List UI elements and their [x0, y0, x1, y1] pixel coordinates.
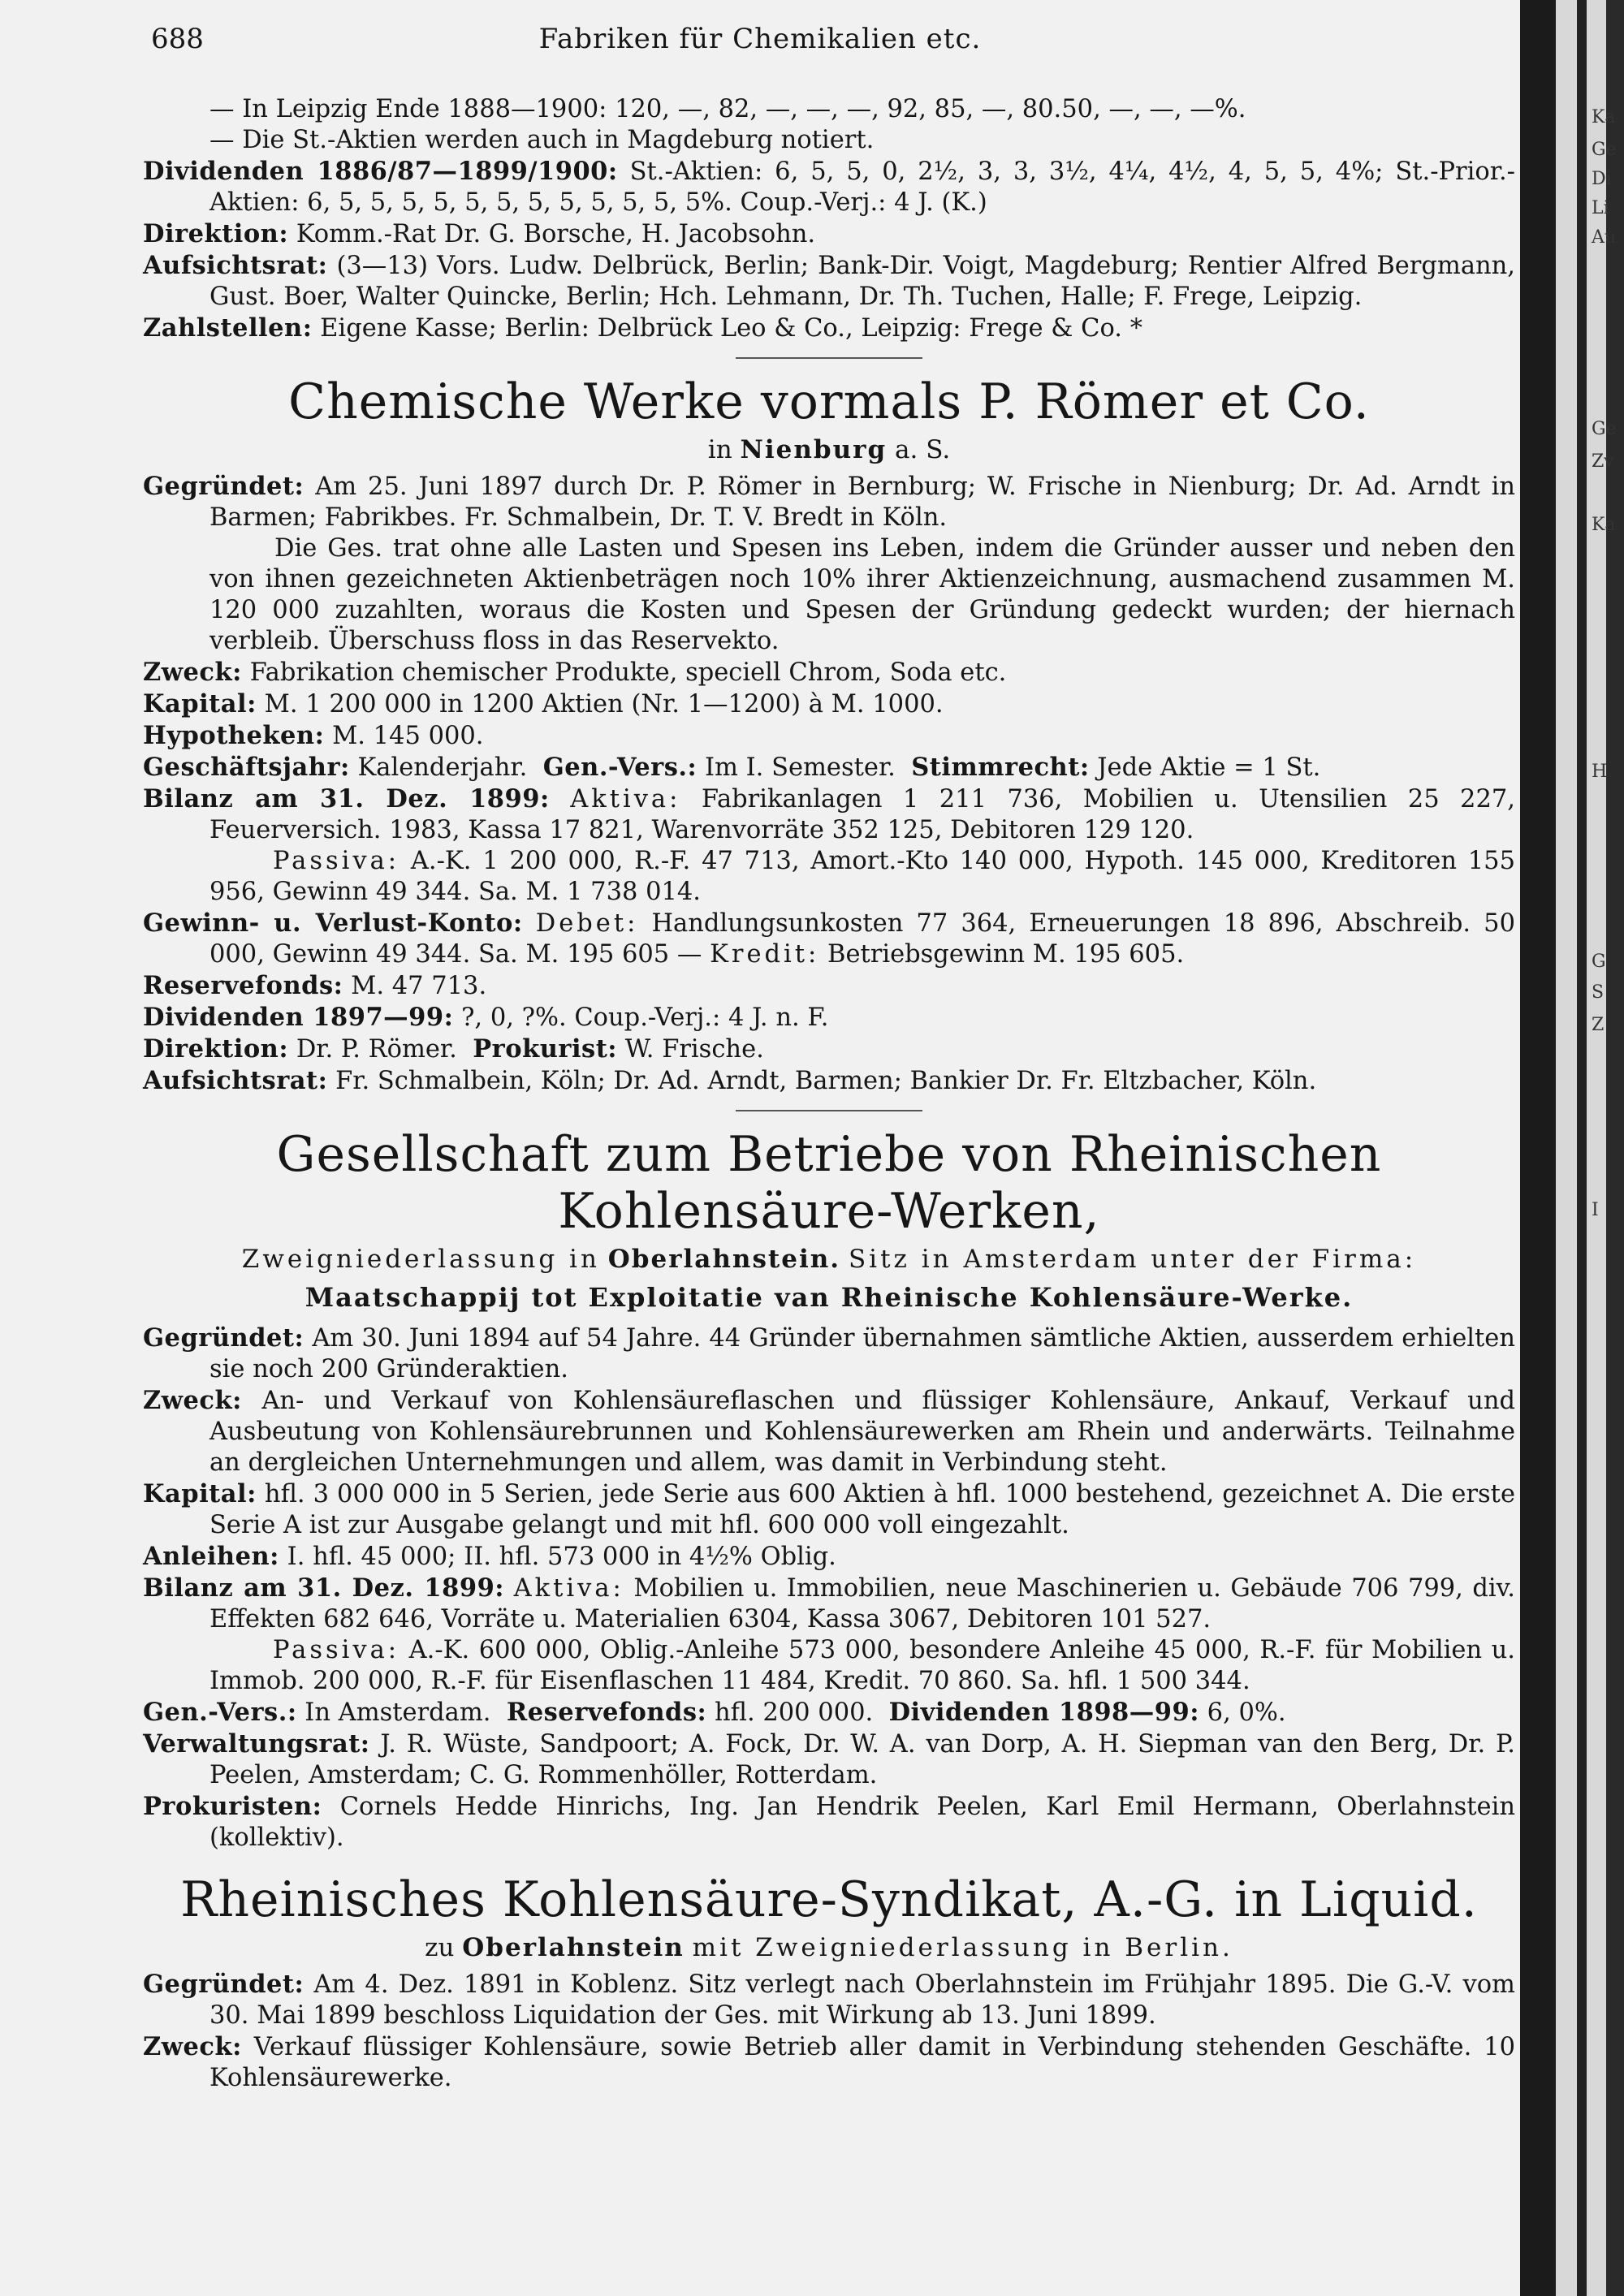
reservefonds-entry — [143, 970, 1515, 1002]
section-continuation — [143, 94, 1515, 344]
zweck-text: Fabrikation chemischer Produkte, speciell Chrom, Soda etc. — [249, 658, 1007, 687]
stimmrecht-text: Jede Aktie = 1 St. — [1097, 753, 1321, 782]
bilanz-label: Bilanz am 31. Dez. 1899: — [143, 784, 550, 814]
prokuristen-text: Cornels Hedde Hinrichs, Ing. Jan Hendrik Peelen, Karl Emil Hermann, Oberlahnstein (kollektiv). — [209, 1793, 1515, 1852]
gegruendet-text: Am 25. Juni 1897 durch Dr. P. Römer in Bernburg; W. Frische in Nienburg; Dr. Ad. Arndt in Barmen; Fabrikbes. Fr. Schmalbein, Dr. T. V. Bredt in Köln. — [209, 473, 1515, 532]
company-title-line2: Kohlensäure-Werken, — [558, 1183, 1100, 1240]
gegruendet-entry — [143, 1969, 1515, 2031]
separator-rule — [736, 1110, 922, 1111]
dividenden-label: Dividenden 1897—99: — [143, 1003, 454, 1032]
zweck-entry — [143, 2031, 1515, 2094]
location-suffix: a. S. — [895, 435, 951, 464]
company-location — [143, 1931, 1515, 1964]
running-title: Fabriken für Chemikalien etc. — [538, 23, 982, 55]
aktiva-label: Aktiva: — [570, 785, 681, 814]
margin-fragment: I — [1592, 1200, 1599, 1220]
reservefonds-label: Reservefonds: — [143, 971, 343, 1000]
genvers-label: Gen.-Vers.: — [143, 1698, 297, 1727]
verwaltungsrat-text: J. R. Wüste, Sandpoort; A. Fock, Dr. W. A. van Dorp, A. H. Siepman van den Berg, Dr. P. Peelen, Amsterdam; C. G. Rommenhöller, Rotterdam. — [209, 1730, 1516, 1789]
bilanz-label: Bilanz am 31. Dez. 1899: — [143, 1573, 505, 1603]
zweck-entry — [143, 1385, 1515, 1478]
kapital-text: M. 1 200 000 in 1200 Aktien (Nr. 1—1200) à M. 1000. — [264, 690, 944, 719]
gegruendet-label: Gegründet: — [143, 472, 304, 501]
geschaeftsjahr-label: Geschäftsjahr: — [143, 753, 350, 782]
gegruendet-label: Gegründet: — [143, 1323, 304, 1353]
aktiva-text: Fabrikanlagen 1 211 736, Mobilien u. Utensilien 25 227, Feuerversich. 1983, Kassa 17 821, Warenvorräte 352 125, Debitoren 129 120. — [209, 785, 1515, 844]
direktion-label: Direktion: — [143, 219, 289, 248]
direktion-text: Komm.-Rat Dr. G. Borsche, H. Jacobsohn. — [296, 220, 816, 248]
aufsichtsrat-entry — [143, 250, 1515, 313]
sub-city: Oberlahnstein — [462, 1933, 685, 1962]
anleihen-label: Anleihen: — [143, 1542, 279, 1571]
page-number: 688 — [151, 23, 204, 55]
zweck-text: An- und Verkauf von Kohlensäureflaschen und flüssiger Kohlensäure, Ankauf, Verkauf und Ausbeutung von Kohlensäurebrunnen und Kohlensäurewerken am Rhein und anderwärts. Teilnahme an dergleichen Unternehmungen und allem, was damit in Verbindung steht. — [209, 1387, 1515, 1477]
gegruendet-text: Am 4. Dez. 1891 in Koblenz. Sitz verlegt nach Oberlahnstein im Frühjahr 1895. Die G.-V. vom 30. Mai 1899 beschloss Liquidation der Ges. mit Wirkung ab 13. Juni 1899. — [209, 1970, 1515, 2030]
passiva-entry — [143, 846, 1515, 908]
leipzig-line: — In Leipzig Ende 1888—1900: 120, —, 82, —, —, —, 92, 85, —, 80.50, —, —, —%. — [209, 95, 1246, 123]
kapital-text: hfl. 3 000 000 in 5 Serien, jede Serie aus 600 Aktien à hfl. 1000 bestehend, gezeichnet A. Die erste Serie A ist zur Ausgabe gelangt und mit hfl. 600 000 voll eingezahlt. — [209, 1480, 1515, 1539]
kredit-text: Betriebsgewinn M. 195 605. — [827, 940, 1185, 969]
dividenden-label: Dividenden 1898—99: — [888, 1698, 1199, 1727]
zweck-label: Zweck: — [143, 1386, 242, 1415]
hypotheken-entry — [143, 720, 1515, 752]
passiva-label: Passiva: — [273, 1636, 400, 1664]
direktion-label: Direktion: — [143, 1034, 289, 1064]
gegruendet-entry — [143, 471, 1515, 533]
geschaeftsjahr-text: Kalenderjahr. — [357, 753, 528, 782]
margin-fragment: G — [1592, 952, 1606, 972]
dividenden-entry — [143, 156, 1515, 218]
margin-fragment: S — [1592, 982, 1605, 1003]
guv-entry — [143, 908, 1515, 970]
margin-fragment: Ge — [1592, 140, 1617, 160]
aktiva-label: Aktiva: — [513, 1574, 624, 1603]
aufsichtsrat-text: (3—13) Vors. Ludw. Delbrück, Berlin; Bank-Dir. Voigt, Magdeburg; Rentier Alfred Bergmann, Gust. Boer, Walter Quincke, Berlin; Hch. Lehmann, Dr. Th. Tuchen, Halle; F. Frege, Leipzig. — [209, 252, 1516, 311]
separator-rule — [736, 357, 922, 359]
anleihen-entry — [143, 1541, 1515, 1573]
section-syndikat — [143, 1871, 1515, 2094]
aufsichtsrat-label: Aufsichtsrat: — [143, 1066, 328, 1095]
margin-fragment: Ka — [1592, 107, 1616, 127]
passiva-text: A.-K. 1 200 000, R.-F. 47 713, Amort.-Kto 140 000, Hypoth. 145 000, Kreditoren 155 956, Gewinn 49 344. Sa. M. 1 738 014. — [209, 847, 1515, 906]
margin-fragment: Z — [1592, 1015, 1605, 1035]
firma-name: Maatschappij tot Exploitatie van Rheinische Kohlensäure-Werke. — [304, 1282, 1354, 1313]
zweck-text: Verkauf flüssiger Kohlensäure, sowie Betrieb aller damit in Verbindung stehenden Geschäfte. 10 Kohlensäurewerke. — [209, 2033, 1515, 2092]
reservefonds-text: M. 47 713. — [351, 972, 487, 1000]
zahlstellen-label: Zahlstellen: — [143, 313, 313, 343]
genvers-text: Im I. Semester. — [704, 753, 896, 782]
sub-suffix: mit Zweigniederlassung in Berlin. — [692, 1933, 1233, 1962]
genvers-label: Gen.-Vers.: — [542, 753, 698, 782]
dividenden-text: 6, 0%. — [1207, 1698, 1286, 1727]
stimmrecht-label: Stimmrecht: — [911, 753, 1090, 782]
geschaeftsjahr-entry — [143, 752, 1515, 783]
kredit-label: Kredit: — [710, 940, 820, 969]
prokurist-text: W. Frische. — [624, 1035, 764, 1064]
zweck-label: Zweck: — [143, 2032, 242, 2061]
gruendung-paragraph: Die Ges. trat ohne alle Lasten und Spesen ins Leben, indem die Gründer ausser und neben den von ihnen gezeichneten Aktienbeträgen noch 10% ihrer Aktienzeichnung, ausmachend zusammen M. 120 000 zuzahlten, woraus die Kosten und Spesen der Gründung gedeckt wurden; der hiernach verbleib. Überschuss floss in das Reservekto. — [209, 534, 1515, 655]
margin-fragment: Li — [1592, 198, 1609, 218]
zahlstellen-entry — [143, 313, 1515, 344]
sub-city: Oberlahnstein. — [607, 1245, 841, 1274]
kapital-label: Kapital: — [143, 1479, 257, 1508]
zahlstellen-text: Eigene Kasse; Berlin: Delbrück Leo & Co., Leipzig: Frege & Co. * — [320, 314, 1142, 343]
prokurist-label: Prokurist: — [473, 1034, 618, 1064]
gegruendet-label: Gegründet: — [143, 1970, 304, 1999]
direktion-entry — [143, 1034, 1515, 1065]
gegruendet-entry — [143, 1323, 1515, 1385]
bilanz-entry — [143, 783, 1515, 846]
debet-label: Debet: — [535, 909, 639, 938]
magdeburg-line: — Die St.-Aktien werden auch in Magdeburg notiert. — [209, 126, 875, 154]
verwaltungsrat-label: Verwaltungsrat: — [143, 1729, 370, 1759]
dividenden-text: ?, 0, ?%. Coup.-Verj.: 4 J. n. F. — [461, 1003, 829, 1032]
sub-prefix: Zweigniederlassung in — [241, 1245, 600, 1274]
section-roemer — [143, 373, 1515, 1097]
bilanz-entry — [143, 1573, 1515, 1635]
location-city: Nienburg — [740, 435, 888, 464]
anleihen-text: I. hfl. 45 000; II. hfl. 573 000 in 4½% Oblig. — [287, 1543, 836, 1571]
aktiva-text: Mobilien u. Immobilien, neue Maschinerien u. Gebäude 706 799, div. Effekten 682 646, Vorräte u. Materialien 6304, Kassa 3067, Debitoren 101 527. — [209, 1574, 1515, 1634]
company-location — [143, 434, 1515, 466]
direktion-text: Dr. P. Römer. — [296, 1035, 457, 1064]
margin-fragment: Au — [1592, 227, 1617, 248]
reservefonds-text: hfl. 200 000. — [715, 1698, 874, 1727]
sub-prefix: zu — [425, 1933, 455, 1962]
hypotheken-text: M. 145 000. — [332, 722, 484, 750]
reservefonds-label: Reservefonds: — [506, 1698, 707, 1727]
aufsichtsrat-entry — [143, 1065, 1515, 1097]
kapital-entry — [143, 1478, 1515, 1541]
hypotheken-label: Hypotheken: — [143, 721, 325, 750]
company-title: Rheinisches Kohlensäure-Syndikat, A.-G. in Liquid. — [180, 1871, 1478, 1928]
prokuristen-label: Prokuristen: — [143, 1792, 322, 1821]
passiva-entry — [143, 1635, 1515, 1697]
page-content — [143, 94, 1515, 2094]
dividenden-text: St.-Aktien: 6, 5, 5, 0, 2½, 3, 3, 3½, 4¼, 4½, 4, 5, 5, 4%; St.-Prior.-Aktien: 6, 5, 5, 5, 5, 5, 5, 5, 5, 5, 5, 5, 5%. Coup.-Verj.: 4 J. (K.) — [209, 158, 1515, 217]
margin-fragment: Di — [1592, 169, 1612, 189]
page-gutter-shadow — [1577, 0, 1587, 2296]
passiva-text: A.-K. 600 000, Oblig.-Anleihe 573 000, besondere Anleihe 45 000, R.-F. für Mobilien u. Immob. 200 000, R.-F. für Eisenflaschen 11 484, Kredit. 70 860. Sa. hfl. 1 500 344. — [209, 1636, 1515, 1695]
genvers-entry — [143, 1697, 1515, 1728]
genvers-text: In Amsterdam. — [304, 1698, 491, 1727]
sub-suffix: Sitz in Amsterdam unter der Firma: — [848, 1245, 1417, 1274]
kapital-label: Kapital: — [143, 689, 257, 719]
guv-label: Gewinn- u. Verlust-Konto: — [143, 908, 523, 938]
debet-text: Handlungsunkosten 77 364, Erneuerungen 18 896, Abschreib. 50 000, Gewinn 49 344. Sa. M. 195 605 — — [209, 909, 1515, 969]
page-gutter-shadow — [1520, 0, 1556, 2296]
aufsichtsrat-text: Fr. Schmalbein, Köln; Dr. Ad. Arndt, Barmen; Bankier Dr. Fr. Eltzbacher, Köln. — [335, 1067, 1317, 1095]
section-gesellschaft — [143, 1126, 1515, 1854]
margin-fragment: H — [1592, 762, 1608, 782]
margin-fragment: Ka — [1592, 515, 1616, 535]
dividenden-entry — [143, 1002, 1515, 1034]
location-prefix: in — [707, 435, 732, 464]
company-location — [143, 1243, 1515, 1275]
gegruendet-text: Am 30. Juni 1894 auf 54 Jahre. 44 Gründer übernahmen sämtliche Aktien, ausserdem erhielten sie noch 200 Gründeraktien. — [209, 1324, 1515, 1383]
zweck-label: Zweck: — [143, 658, 242, 687]
aufsichtsrat-label: Aufsichtsrat: — [143, 251, 328, 280]
page-header — [151, 23, 1515, 58]
page-gutter-shadow — [1606, 0, 1624, 2296]
zweck-entry — [143, 657, 1515, 688]
margin-fragment: Ge — [1592, 419, 1617, 439]
company-title-line1: Gesellschaft zum Betriebe von Rheinischen — [276, 1126, 1382, 1183]
prokuristen-entry — [143, 1791, 1515, 1854]
verwaltungsrat-entry — [143, 1728, 1515, 1791]
kapital-entry — [143, 688, 1515, 720]
company-title: Chemische Werke vormals P. Römer et Co. — [288, 373, 1370, 430]
margin-fragment: Zv — [1592, 451, 1614, 472]
direktion-entry — [143, 218, 1515, 250]
passiva-label: Passiva: — [273, 847, 400, 875]
dividenden-label: Dividenden 1886/87—1899/1900: — [143, 157, 618, 186]
